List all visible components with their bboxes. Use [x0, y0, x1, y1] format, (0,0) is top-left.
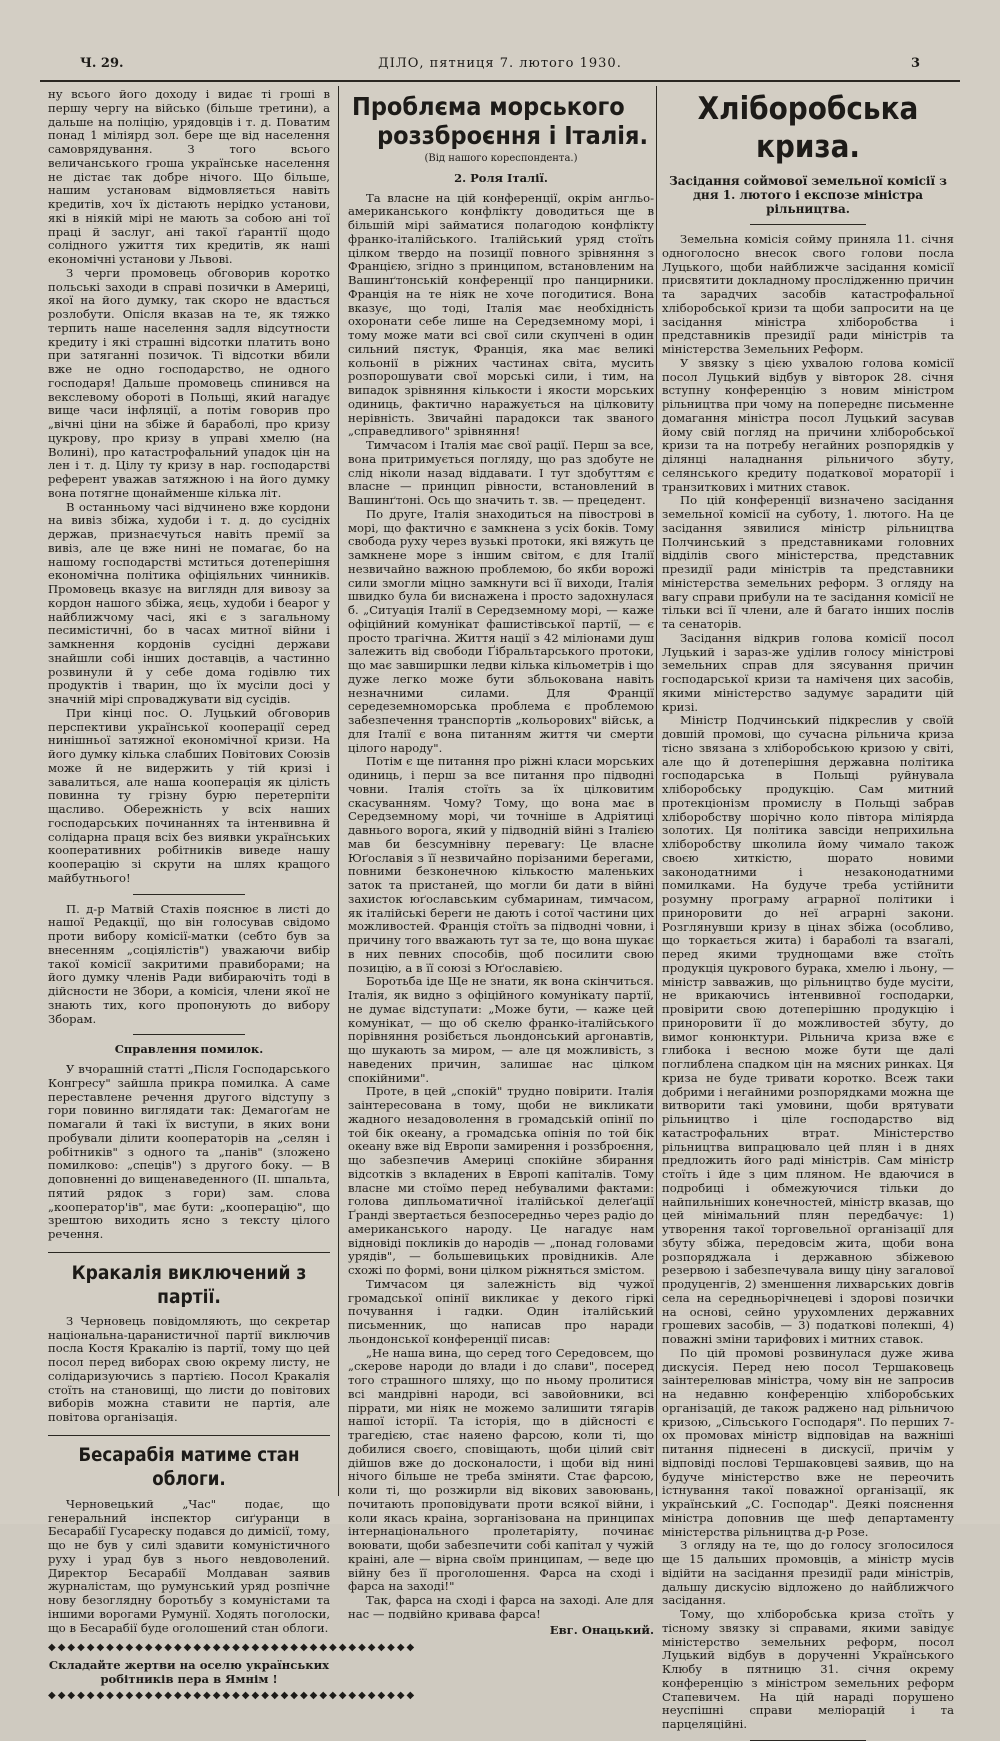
paragraph: Потім є ще питання про ріжні класи морських одиниць, і перш за все питання про підводні човни. Італія стоїть за їх цілковитим скасуванням. Чому? Тому, що вона має в Середземному морі, чи точніше в Адріятиці давнього ворога, який у підводній війні з Італією мав би безсумнівну перевагу: Це власне Юґославія з її незвичайно порізаними берегами, повними безконечною кількостю маленьких заток та пристаней, що могли би дати в війні захисток юґославським субмаринам, тимчасом, як італійські береги не дають і сотої частини цих можливостей. Франція стоїть за підводні човни, і причину того вважають тут за те, що вона шукає в них певних способів, щоб посилити свою позицію, а в її союзі з Юґославією. [348, 754, 654, 975]
page-number: 3 [910, 56, 920, 71]
article-headline-line-1: Проблєма морського [352, 92, 625, 121]
paragraph: При кінці пос. О. Луцький обговорив перспективи української кооперації серед нинішньої затяжної економічної кризи. На його думку кілька слабших Повітових Союзів може й не видержить у тій кризі і завалиться, але наша кооперація як цілість повинна ту грізну бурю перетерпіти щасливо. Обережність у всіх наших господарських починаннях та інтенвивна й солідарна праця всіх без виявки українських кооперативних робітників виведе нашу кооперацію зі скрути на шлях кращого майбутнього! [48, 705, 330, 885]
paragraph: Засідання відкрив голова комісії посол Луцький і зараз-же уділив голосу міністрові земельних справ для зясування причин господарської кризи та наміченя цих засобів, якими міністерство задумує зарадити цій кризі. [662, 630, 954, 714]
header-rule [40, 80, 960, 82]
donation-appeal: Складайте жертви на оселю українських робітників пера в Ямнім ! [48, 1658, 330, 1687]
newspaper-date-line: ДІЛО, пятниця 7. лютого 1930. [378, 56, 622, 71]
paragraph: З черги промовець обговорив коротко польські заходи в справі позички в Америці, якої на його думку, так скоро не вдасться розлобути. Опісля вказав на те, як тяжко терпить наше населення задля відсутности кредиту і які страшні відсотки платить воно при затяганні позичок. Ті відсотки вбили вже не одно господарство, не одного господаря! Дальше промовець спинився на векслевому обороті в Польщі, який нагадує вище часи інфляції, а потім говорив про „вічні ціни на збіже й бараболі, про кризу цукрову, про кризу в управі хмелю (на Волині), про катастрофальний упадок цін на лен і т. д. Цілу ту кризу в нар. господарстві референт уважав затяжною і на його думку вона потягне щонайменше кілька літ. [48, 265, 330, 500]
paragraph: Так, фарса на сході і фарса на заході. Але для нас — подвійно кривава фарса! [348, 1593, 654, 1621]
paragraph: ну всього його доходу і видає ті гроші в першу чергу на військо (більше третини), а дальше на поліцію, урядовців і т. д. Поватим понад 1 міліярд зол. бере ще від населення самоврядування. З того всього величанського гроша українське населення не дістає так добре нічого. Що більше, нашим установам відмовляється навіть кредитів, хоч їх дістають нерідко установи, які в ніякій мірі не мають за собою ані тої праці й заслуг, ані такої ґарантії щодо солідного ужиття тих кредитів, як наші економічні установи у Львові. [48, 87, 330, 266]
paragraph: У звязку з цією ухвалою голова комісії посол Луцький відбув у вівторок 28. січня вступну конференцію з новим міністром рільництва при чому на попереднє письменне домагання міністра посол Луцький засував йому свій погляд на причини хліборобської кризи та на потребу негайних розпорядків у ділянці наладнання рільничого збуту, селянського кредиту податкової мораторії і транзиткових і митних ставок. [662, 355, 954, 494]
paragraph: „Не наша вина, що серед того Середовсем, що „скерове народи до влади і до слави", посеред того страшного шляху, що по ньому пролитися всі мандрівні народи, всі завойовники, всі піррати, ми ніяк не можемо залишити тягарів нашої історії. Та історія, що в дійсності є трагедією, стає наяено фарсою, коли ті, що добилися своєго, сповіщають, щоби цілий світ дійшов вже до досконалости, і щоби від нині нічого більше не треба зміняти. Стає фарсою, коли ті, що розжирли від вікових завоювань, почитають проповідувати проти всякої війни, і коли якась краіна, зорганізована на принципах інтернаціонального пролетаріяту, починає воювати, щоби забезпечити собі капітал у чужій краіні, але — вірна своїм принципам, — веде цю війну без її проголошення. Фарса на сході і фарса на заході!" [348, 1345, 654, 1594]
paragraph: Проте, в цей „спокій" трудно повірити. Італія заінтересована в тому, щоби не викликати жадного незадоволення в громадській опінії по той бік океану, а громадська опінія по той бік океану вже від Европи замирення і роззброєння, що забезпечив Америці спокійне збирання відсотків з вкладених в Европі капіталів. Тому власне ми стоїмо перед небувалими фактами: голова дипльоматичної італійської делеґації Ґранді звертається безпосередньо через радіо до американського народу. Це нагадує нам відновіді покликів до народів — „понад головами урядів", — большевицьких провідників. Але схожі по формі, вони цілком ріжняться змістом. [348, 1084, 654, 1277]
paragraph: По друге, Італія знаходиться на півострові в морі, що фактично є замкнена з усіх боків. Тому свобода руху через вузькі протоки, які вяжуть це замкнене море з іншим світом, є для Італії незвичайно важною проблемою, бо якби ворожі сили змогли міцно замкнути всі її виходи, Італія швидко була би виснажена і просто задохнулася б. „Ситуація Італії в Середземному морі, — каже офіційний комунікат фашистівської партії, — є просто трагічна. Життя нації з 42 міліонами душ залежить від свободи Ґібральтарського протоки, що має завширшки ледви кілька кільометрів і що дуже легко може бути збльокована навіть незначними силами. Для Франції середеземноморська проблема є проблемою забезпечення транспортів „кольорових" військ, а для Італії є вона питанням життя чи смерти цілого народу". [348, 506, 654, 755]
paragraph: У вчорашній статті „Після Господарського Конгресу" зайшла прикра помилка. А саме переставлене речення другого відступу з гори повинно виглядати так: Демагоґам не помагали й такі їх виступи, в яких вони пробували ділити кооператорів на „селян і робітників" з одного та „панів" (зложено помилково: „спеців") з другого боку. — В доповненні до вищенаведенного (ІІ. шпальта, пятий рядок з гори) зам. слова „кооператор'ів", має бути: „кооперацію", що зрештою виходить ясно з тексту цілого речення. [48, 1062, 330, 1241]
article-headline-line-2: роззброєння і Італія. [377, 121, 648, 150]
krakalia-headline: Кракалія виключений з партії. [71, 1261, 307, 1308]
divider [133, 1034, 246, 1035]
author-signature: Евг. Онацький. [549, 1622, 654, 1637]
column-divider [656, 86, 657, 1496]
divider [48, 1435, 330, 1436]
paragraph: З огляду на те, що до голосу зголосилося ще 15 дальших промовців, а міністр мусів відійти на засідання президії ради міністрів, дальшу дискусію відложено до найближчого засідання. [662, 1538, 954, 1608]
article-headline: Хліборобська криза. [697, 91, 919, 165]
section-heading: 2. Роля Італії. [454, 170, 548, 185]
issue-number: Ч. 29. [80, 56, 124, 71]
paragraph: Міністр Подчинський підкреслив у своїй довшій промові, що сучасна рільнича криза тісно звязана з хліборобською кризою у світі, але що й дотеперішня державна політика господарська в Польщі руйнувала хліборобську продукцію. Сам митний протекціонізм промислу в Польщі забрав хліборобству шорічно коло півтора міліярда золотих. Ця політика завсіди неприхильна хліборобству школила йому чимало також своєю хиткістю, шорато новими законодатними і незаконодатними помилками. На будуче треба устійнити розумну програму аграрної політики і приноровити до неї аграрні закони. Розглянувши кризу в цінах збіжа (особливо, що торкається жита) і бараболі та взагалі, перед якими труднощами вже стоїть продукція цукрового бурака, хмелю і льону, — міністр завважив, що рільництво буде мусіти, не врикаючись інтенвивної господарки, провірити свою дотеперішню продукцію і приноровити її до можливостей збуту, до вимог конюнктури. Рільнича криза вже є глибока і весною може бути ще далі поглиблена спадком цін на мясних ринках. Ця криза не буде тривати коротко. Всеж таки добрими і негайними розпорядками можна ще витворити такі умовини, щоби врятувати рільництво і ціле господарство від катастрофальних втрат. Міністерство рільництва випрацювало цей плян і в днях предложить його раді міністрів. Сам міністр стоїть і йде з цим пляном. Не вдаючися в подробиці і обмежуючися тільки до найпильніших конечностей, міністр вказав, що цей мінімальний плян передбачує: 1) утворення такої торговельної організації для збуту збіжа, передовсім жита, щоби вона розпоряджала і державною збіжевою резервою і забезпечувала вищу ціну загалової продуценгів, 2) зменшення лихварських довгів села на середньорічнецеві і здорові позички на основі, сейно урухомлених державних грошевих засобів, — 3) податкові полекші, 4) поважні зміни тарифових і митних ставок. [662, 713, 954, 1346]
divider [750, 224, 867, 225]
column-2 [348, 88, 654, 1637]
paragraph: Земельна комісія сойму приняла 11. січня одноголосно внесок свого голови посла Луцького, щоби найближче засідання комісії присвятити докладному прослідженню причин та зарадчих засобів катастрофальної хліборобської кризи та щоби запросити на це засідання міністра хліборобства і представників президії ради міністрів та міністерства Земельних Реформ. [662, 232, 954, 356]
divider [133, 894, 246, 895]
paragraph: Тимчасом ця залежність від чужої громадської опінії викликає у декого гіркі почування і гадки. Один італійський письменник, що написав про наради льондонської конференції писав: [348, 1276, 654, 1346]
ornament-row: ◆◆◆◆◆◆◆◆◆◆◆◆◆◆◆◆◆◆◆◆◆◆◆◆◆◆◆◆◆◆◆◆◆◆◆◆◆◆ [48, 1690, 417, 1702]
paragraph: Тому, що хліборобська криза стоїть у тісному звязку зі справами, якими завідує міністерство земельних реформ, посол Луцький відбув в дорученні Українського Клюбу в пятницю 31. січня окрему конференцію з міністром земельних реформ Стапевичем. На цій нараді порушено неуспішні справи меліорацій і та парцеляційні. [662, 1607, 954, 1731]
column-1 [48, 87, 417, 1702]
paragraph: П. д-р Матвій Стахів пояснює в листі до нашої Редакції, що він голосував свідомо проти вибору комісії-матки (себто був за внесенням „соціялістів") уважаючи вибір такої комісії закритими правиборами; на його думку членів Ради вибираючіть тоді в дійсности не Збори, а комісія, члени якої не знають тих, кого пропонують до вибору Зборам. [48, 901, 330, 1026]
paragraph: З Черновець повідомляють, що секретар національна-царанистичної партії виключив посла Костя Кракалію із партії, тому що цей посол перед виборах свою окрему листу, не солідаризуючись з партією. Посол Кракалія стоїть на становищі, що листи до повітових виборів можна ставити не партія, але повітова організація. [48, 1313, 330, 1424]
article-lead: Засідання соймової земельної комісії з дня 1. лютого і експозе міністра рільництва. [669, 174, 947, 216]
paragraph: По цій промові розвинулася дуже жива дискусія. Перед нею посол Тершаковець заінтерелював міністра, чому він не запросив на недавню конференцію хліборобських організацій, де також раджено над рільничою кризою, „Сільського Господаря". По перших 7-ох промовах міністр відповідав на важніші питання піднесені в дискусії, причім у відповіді послові Тершаковцеві заявив, що на будуче міністерство вже не переочить істнування такої поважної організації, як український „С. Господар". Деякі пояснення міністра доповнив ще шеф департаменту міністерства рільництва д-р Розе. [662, 1345, 954, 1539]
masthead [80, 52, 920, 74]
paragraph: По цій конференції визначено засідання земельної комісії на суботу, 1. лютого. На це засідання зявилися міністр рільництва Полчинський з представниками головних відділів свого міністерства, представник президії ради міністрів та представники міністерства земельних реформ. З огляду на вагу справи прибули на те засідання комісії не тільки всі її члени, але й багато інших послів та сенаторів. [662, 493, 954, 631]
column-divider [338, 86, 339, 1496]
paragraph: Та власне на цій конференції, окрім англьо-американського конфлікту доводиться ще в більшій мірі займатися полагодою конфлікту франко-італійського. Італійський уряд стоїть цілком твердо на позиції повного зрівняння з Францією, згідно з принципом, встановленим на Вашинґтонській конференції про панцирники. Франція на те ніяк не хоче погодитися. Вона вказує, що тоді, Італія має необхідність охоронати себе лише на Середземному морі, і тому може мати всі свої сили скупчені в один сильний пястук, Франція, яка має великі кольонії в ріжних частинах світа, мусить розпорошувати свої морські сили, і тим, на випадок зрівняння кількости і якости морських одиниць, фактично наражується на цілковиту нерівність. Звичайні парадокси так званого „справедливого" зрівняння! [348, 190, 654, 439]
ornament-row: ◆◆◆◆◆◆◆◆◆◆◆◆◆◆◆◆◆◆◆◆◆◆◆◆◆◆◆◆◆◆◆◆◆◆◆◆◆◆ [48, 1642, 417, 1654]
divider [48, 1252, 330, 1253]
paragraph: В останньому часі відчинено вже кордони на вивіз збіжа, худоби і т. д. до сусідніх держав, признаєчуться навіть премії за вивіз, але це вже нині не помагає, бо на нашому господарстві мститься дотеперішня економічна політика офіціяльних чинників. Промовець вказує на виглядн для вивозу за кордон нашого збіжа, яєць, худоби і беарог у найближчому часі, які є з загальному песимістичні, бо в часах митної війни і замкнення кордонів сусідні держави знайшли собі інших доставців, а частинно розвинули й у себе дома годівлю тих продуктів і тварин, що їх мусіли досі у значній мірі спроваджувати від сусідів. [48, 499, 330, 706]
corrections-heading: Справлення помилок. [114, 1042, 264, 1057]
byline-note: (Від нашого кореспондента.) [424, 153, 578, 164]
paragraph: Черновецький „Час" подає, що генеральний інспектор сиґуранци в Бесарабії Гусареску подався до димісії, тому, що не був у силі здавити комуністичного руху і урад був з нього невдоволений. Директор Бесарабії Молдаван заявив журналістам, що румунський уряд розпічне нову безоглядну боротьбу з комуністами та іншими ворогами Румунії. Ходять поголоски, що в Бесарабії буде оголошений стан облоги. [48, 1496, 330, 1635]
paragraph: Тимчасом і Італія має свої рації. Перш за все, вона притримується погляду, що раз здобуте не слід ніколи назад віддавати. І тут здобуттям є власне — принцип рівности, встановлений в Вашинґтоні. Ось що значить т. зв. — прецедент. [348, 438, 654, 507]
paragraph: Боротьба іде Ще не знати, як вона скінчиться. Італія, як видно з офіційного комунікату партії, не думає відступати: „Може бути, — каже цей комунікат, — що об скелю франко-італійського порівняння розібється льондонський аргонавтів, що шукають за миром, — але ця можливість, з наведених причин, залишає нас цілком спокійними". [348, 974, 654, 1085]
column-3 [662, 88, 954, 1731]
besarabia-headline: Бесарабія матиме стан облоги. [78, 1444, 300, 1490]
